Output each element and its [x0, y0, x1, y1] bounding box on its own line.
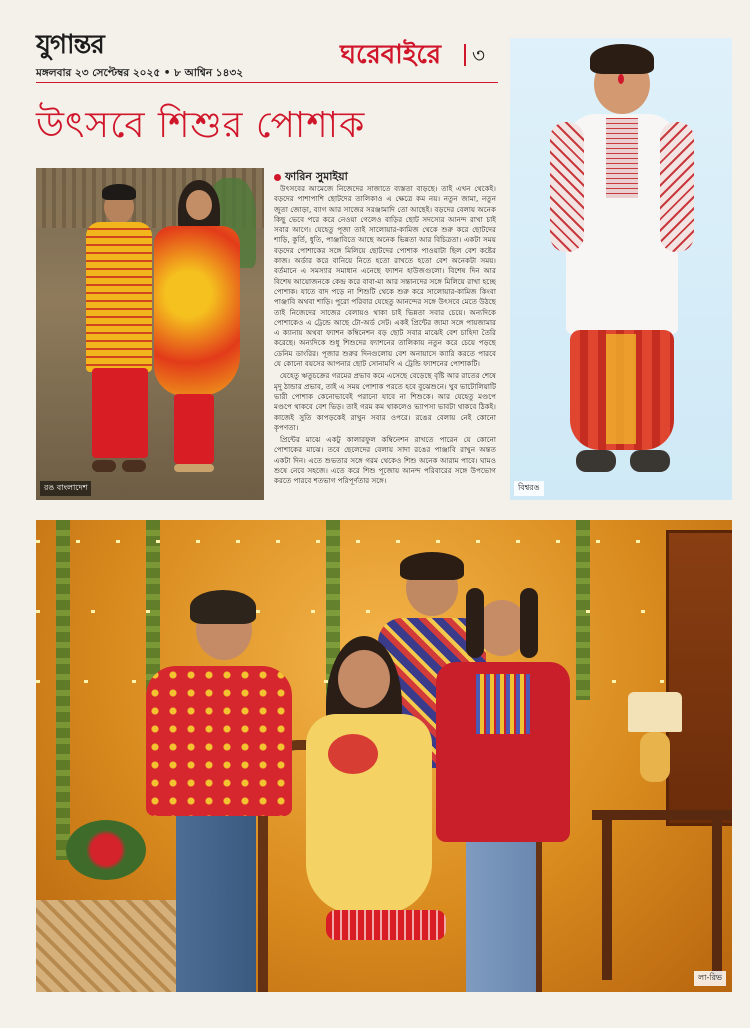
dateline: মঙ্গলবার ২৩ সেপ্টেম্বর ২০২৫ • ৮ আশ্বিন ১৪৩২ [36, 67, 244, 79]
masthead-title: যুগান্তর [36, 30, 104, 60]
photo-boy-white-kurta [510, 38, 732, 500]
section-name: ঘরেবাইরে [340, 40, 442, 70]
bullet-icon [274, 174, 281, 181]
photo-four-kids-festive [36, 520, 732, 992]
article-paragraph: প্রিন্টের মাঝে একটু কালারফুল কম্বিনেশন রাখতে পারেন যে কোনো পোশাকের মাঝে। তবে ছেলেদের বেলায় সাদা রঙের পাঞ্জাবি রাখুন অন্তত একটা দিন। এতে শুভতার সঙ্গে গরম থেকেও শিশু অনেক আরাম পাবে। ঘামও শুষে নেবে সহজে। এতে করে শিশু পূজোয় আনন্দ পরিবারের সঙ্গে উপভোগ করতে পারবে শতভাগ পরিপূর্ণতার সঙ্গে। [274, 435, 496, 486]
article-paragraph: উৎসবের আমেজে নিজেদের সাজাতে ব্যস্ততা বাড়ছে। তাই এখন থেকেই। বড়দের পাশাপাশি ছোটদের তালিকাও এ ক্ষেত্রে কম নয়। নতুন জামা, নতুন জুতা জোড়া, ব্যাগ আর সাজের সরঞ্জামাদি তো আছেই। বড়দের বেলায় অনেক কিছু ভেবে পরে করে নেওয়া গেলেও বাড়ির ছোট সদস্যের আনন্দ রাখা চাই সবার আগে। যেহেতু পূজা তাই সালোয়ার-কামিজ থেকে শুরু করে ছোটদের শাড়ি, কুর্তি, ধুতি, পাঞ্জাবিতে আছে অনেক ভিন্নতা আর বিচিত্রতা। একটা সময় বড়দের পোশাকের সঙ্গে মিলিয়ে ছোটদের পোশাক পাওয়াটা ছিল বেশ কষ্টের কাজ। অর্ডার করে বানিয়ে নিতে হতো রাখতে হতো বেশ অনেকটা সময়। বর্তমানে এ সমস্যার সমাধান এনেছে ফ্যাশন হাউজগুলো। বিশেষ দিন আর বিশেষ আয়োজনকে কেন্দ্র করে বাবা-মা আর সন্তানদের সঙ্গে মিলিয়ে রাখা হচ্ছে পোশাক। যাতে বাদ পড়ে না শিশুটি থেকে শুরু করে সালোয়ার-কামিজ কিংবা পাঞ্জাবি অথবা শাড়ি। পুরো পরিবার যেহেতু আনন্দের সঙ্গে উৎসবে মেতে উঠছে তাই নিজেদের সাজের বেলায়ও থাকা চাই ভিন্নতা সবার চেয়ে। অন্যদিকে পোশাকেও এ ট্রেন্ডে আছে টো-অর্ড সেট। একই প্রিন্টের জামা সঙ্গে পায়জামার এ ক্যানায় অথবা ফ্যাশন কম্বিনেশন বড় ছোট সবার মাঝেই বেশ চাহিদা তৈরি করেছে। অন্যদিকে শুধু শিশুদের ফ্যাশনের তালিকায় নতুন করে চেয়ে পড়ছে ডেনিম ডাংরির। পূজার শুরুর দিনগুলোয় বেশ অনায়াসে ক্যারি করতে পারবে যে কোনো বয়সের আপনার ছোট সোনামণি এ ট্রেন্ডি ফ্যাশনের পোশাকটি। [274, 184, 496, 369]
header-rule [36, 82, 498, 83]
headline: উৎসবে শিশুর পোশাক [36, 105, 366, 146]
photo-kids-yellow-red [36, 168, 264, 500]
section-divider [464, 44, 466, 66]
masthead-logo [36, 30, 136, 60]
photo-caption: বিশ্বরঙ [514, 481, 544, 496]
byline-author: ফারিন সুমাইয়া [285, 170, 348, 183]
article-paragraph: যেহেতু ঋতুচক্রের গরমের প্রভাব কমে এসেছে বেড়েছে বৃষ্টি আর রাতের শেষে মৃদু ঠান্ডার প্রভাব, তাই এ সময় পোশাক পরতে হবে বুঝেশুনে। খুব ভাটোলিয়াটি ভারী পোশাক কেনোভাবেই পরানো যাবে না শিশুকে। আর যেহেতু মণ্ডপে মণ্ডপে থাকবে বেশ ভিড়। তাই গরম কম থাকলেও ভ্যাপসা ভাবটা থাকবে ঠিকই। কাজেই সুতি কাপড়কেই রাখুন সবার ওপরে। রঙের বেলায় নেই কোনো কৃপণতা। [274, 371, 496, 432]
photo-caption: রঙ বাংলাদেশ [40, 481, 91, 496]
photo-caption: লা-রিভ [694, 971, 726, 986]
article-body [274, 184, 496, 502]
page-number: ৩ [472, 43, 486, 67]
